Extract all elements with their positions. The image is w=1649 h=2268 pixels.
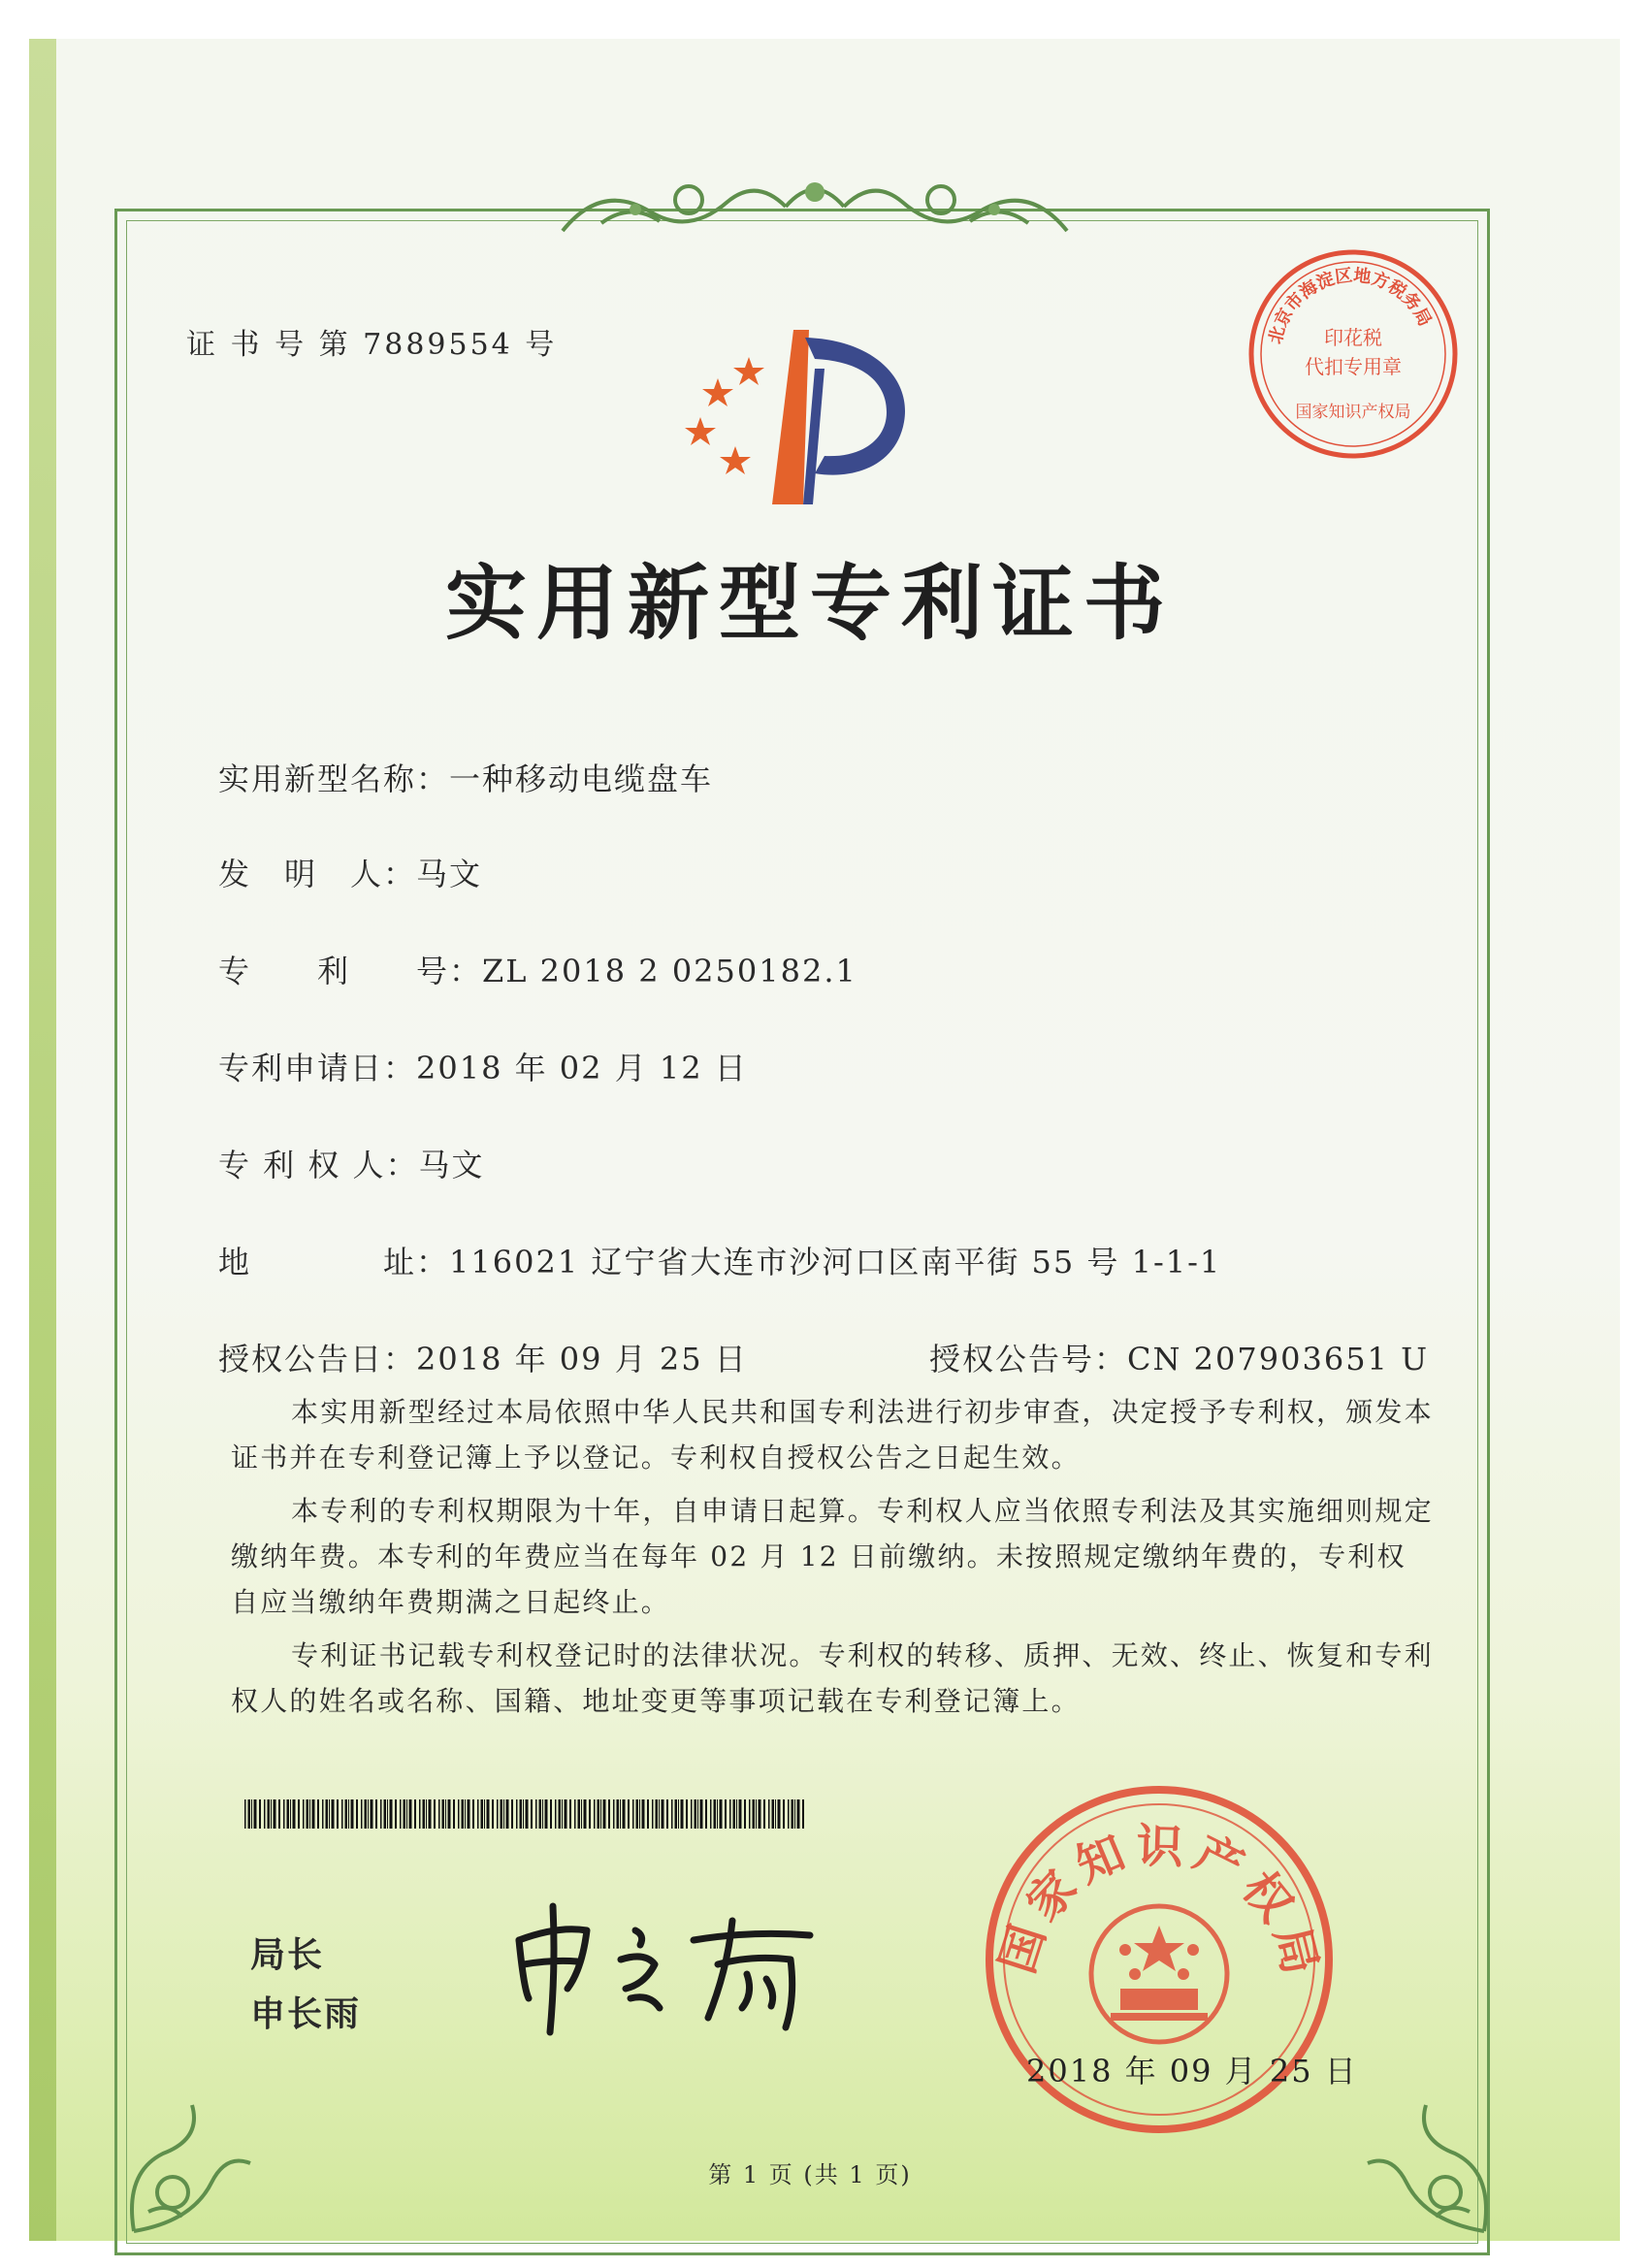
barcode-bar	[666, 1799, 668, 1829]
barcode-bar	[686, 1799, 688, 1829]
barcode-bar	[283, 1799, 285, 1829]
top-floral-ornament-icon	[543, 163, 1086, 250]
barcode-bar	[656, 1799, 659, 1829]
tax-stamp-bottom-text: 国家知识产权局	[1295, 403, 1411, 422]
barcode-bar	[652, 1799, 654, 1829]
barcode-bar	[775, 1799, 776, 1829]
barcode-bar	[268, 1799, 271, 1829]
barcode-bar	[395, 1799, 397, 1829]
barcode-bar	[744, 1799, 746, 1829]
barcode-bar	[371, 1799, 373, 1829]
barcode-bar	[783, 1799, 785, 1829]
barcode-bar	[647, 1799, 649, 1829]
barcode-bar	[792, 1799, 794, 1829]
barcode-bar	[555, 1799, 557, 1829]
national-emblem-icon	[1091, 1906, 1227, 2042]
barcode-bar	[497, 1799, 499, 1829]
barcode-bar	[368, 1799, 369, 1829]
barcode-bar	[484, 1799, 485, 1829]
field-value: 一种移动电缆盘车	[449, 761, 714, 797]
barcode-bar	[423, 1799, 426, 1829]
barcode-bar	[603, 1799, 606, 1829]
tax-stamp-line2: 代扣专用章	[1305, 355, 1402, 378]
bottom-right-corner-ornament-icon	[1358, 2066, 1504, 2241]
barcode-bar	[248, 1799, 251, 1829]
issue-date: 2018 年 09 月 25 日	[1026, 2053, 1358, 2090]
barcode-bar	[264, 1799, 266, 1829]
barcode-bar	[317, 1799, 319, 1829]
certificate-title: 实用新型专利证书	[444, 555, 1175, 651]
barcode-bar	[409, 1799, 412, 1829]
barcode-bar	[254, 1799, 257, 1829]
barcode-bar	[749, 1799, 751, 1829]
barcode-bar	[562, 1799, 563, 1829]
field-value: 马文	[418, 1147, 485, 1183]
barcode-bar	[695, 1799, 697, 1829]
barcode-bar	[406, 1799, 407, 1829]
barcode-bar	[628, 1799, 630, 1829]
barcode-bar	[675, 1799, 678, 1829]
barcode-bar	[365, 1799, 368, 1829]
barcode-bar	[581, 1799, 582, 1829]
field-label: 地 址：	[218, 1244, 450, 1280]
barcode-bar	[608, 1799, 610, 1829]
barcode-bar	[434, 1799, 436, 1829]
barcode-bar	[351, 1799, 354, 1829]
barcode-bar	[542, 1799, 543, 1829]
barcode-bar	[448, 1799, 451, 1829]
barcode-bar	[361, 1799, 363, 1829]
barcode-bar	[337, 1799, 339, 1829]
barcode-bar	[278, 1799, 280, 1829]
field-label: 发 明 人：	[218, 856, 417, 892]
barcode-bar	[506, 1799, 509, 1829]
barcode-bar	[559, 1799, 562, 1829]
barcode-bar	[404, 1799, 406, 1829]
field-label: 授权公告日：	[218, 1341, 417, 1377]
barcode-bar	[632, 1799, 634, 1829]
barcode-bar	[725, 1799, 727, 1829]
barcode-bar	[400, 1799, 402, 1829]
barcode-bar	[788, 1799, 790, 1829]
barcode-bar	[526, 1799, 529, 1829]
barcode-bar	[329, 1799, 330, 1829]
barcode-bar	[307, 1799, 309, 1829]
barcode-bar	[462, 1799, 465, 1829]
barcode-bar	[341, 1799, 343, 1829]
barcode-bar	[733, 1799, 736, 1829]
barcode-bar	[458, 1799, 460, 1829]
barcode-bar	[613, 1799, 615, 1829]
barcode-bar	[390, 1799, 393, 1829]
field-application-date	[218, 1044, 748, 1088]
barcode-bar	[492, 1799, 494, 1829]
barcode-bar	[501, 1799, 503, 1829]
barcode-bar	[477, 1799, 479, 1829]
barcode-bar	[414, 1799, 416, 1829]
barcode-bar	[691, 1799, 693, 1829]
barcode-bar	[287, 1799, 290, 1829]
certificate-number: 证 书 号 第 7889554 号	[186, 328, 558, 362]
barcode-bar	[772, 1799, 775, 1829]
tax-stamp-seal	[1242, 243, 1465, 466]
barcode-bar	[375, 1799, 377, 1829]
sipo-star-logo-icon	[679, 310, 931, 504]
barcode-bar	[274, 1799, 276, 1829]
barcode-bar	[259, 1799, 261, 1829]
barcode-bar	[539, 1799, 542, 1829]
barcode-bar	[465, 1799, 466, 1829]
tax-stamp-outer-text: 北京市海淀区地方税务局	[1265, 265, 1436, 346]
barcode-bar	[797, 1799, 800, 1829]
body-paragraph-1: 本实用新型经过本局依照中华人民共和国专利法进行初步审查，决定授予专利权，颁发本证书并在专利登记簿上予以登记。专利权自授权公告之日起生效。	[231, 1396, 1434, 1474]
field-address	[218, 1238, 1221, 1282]
field-value: CN 207903651 U	[1127, 1341, 1430, 1377]
barcode-bar	[550, 1799, 552, 1829]
barcode-bar	[271, 1799, 272, 1829]
scan-edge-strip	[29, 39, 56, 2241]
barcode-bar	[503, 1799, 504, 1829]
barcode-bar	[384, 1799, 387, 1829]
barcode-bar	[598, 1799, 600, 1829]
body-paragraph-2: 本专利的专利权期限为十年，自申请日起算。专利权人应当依照专利法及其实施细则规定缴纳年费。本专利的年费应当在每年 02 月 12 日前缴纳。未按照规定缴纳年费的，专利权自应当缴纳年费期满之日起终止。	[231, 1495, 1434, 1618]
field-label: 专 利 权 人：	[218, 1147, 419, 1183]
barcode-bar	[429, 1799, 432, 1829]
barcode-bar	[442, 1799, 445, 1829]
barcode-bar	[759, 1799, 761, 1829]
field-label: 实用新型名称：	[218, 761, 450, 797]
barcode-bar	[298, 1799, 300, 1829]
barcode-bar	[312, 1799, 315, 1829]
bottom-left-corner-ornament-icon	[114, 2066, 260, 2241]
field-label: 授权公告号：	[929, 1341, 1128, 1377]
barcode-bar	[472, 1799, 474, 1829]
barcode-bar	[356, 1799, 358, 1829]
director-title: 局长	[250, 1935, 325, 1975]
barcode-bar	[487, 1799, 490, 1829]
handwritten-signature	[500, 1892, 849, 2037]
barcode-bar	[303, 1799, 305, 1829]
field-patent-number	[218, 947, 857, 991]
barcode-bar	[729, 1799, 731, 1829]
barcode-bar	[778, 1799, 781, 1829]
director-name: 申长雨	[250, 1994, 362, 2034]
barcode-bar	[642, 1799, 645, 1829]
barcode-bar	[293, 1799, 296, 1829]
barcode-bar	[426, 1799, 427, 1829]
barcode-bar	[468, 1799, 470, 1829]
barcode-bar	[671, 1799, 673, 1829]
field-inventor	[218, 850, 482, 894]
field-value: 2018 年 02 月 12 日	[416, 1050, 748, 1086]
barcode-bar	[380, 1799, 382, 1829]
barcode-bar	[453, 1799, 455, 1829]
barcode-bar	[569, 1799, 571, 1829]
field-value: 马文	[416, 856, 483, 892]
barcode-bar	[620, 1799, 621, 1829]
barcode-bar	[589, 1799, 591, 1829]
barcode-bar	[309, 1799, 310, 1829]
barcode-bar	[516, 1799, 518, 1829]
barcode-bar	[802, 1799, 804, 1829]
barcode-bar	[639, 1799, 640, 1829]
barcode-bar	[714, 1799, 717, 1829]
barcode-bar	[717, 1799, 718, 1829]
barcode-bar	[662, 1799, 664, 1829]
barcode-bar	[678, 1799, 679, 1829]
field-value: ZL 2018 2 0250182.1	[482, 953, 857, 989]
barcode-bar	[387, 1799, 388, 1829]
field-value: 116021 辽宁省大连市沙河口区南平街 55 号 1-1-1	[449, 1244, 1222, 1280]
barcode-bar	[739, 1799, 742, 1829]
field-patentee	[218, 1141, 485, 1185]
barcode-bar	[763, 1799, 765, 1829]
barcode-bar	[244, 1799, 246, 1829]
barcode-bar	[345, 1799, 348, 1829]
barcode-bar	[584, 1799, 587, 1829]
barcode-bar	[594, 1799, 596, 1829]
barcode-bar	[697, 1799, 698, 1829]
barcode-bar	[535, 1799, 537, 1829]
barcode-bar	[322, 1799, 324, 1829]
body-paragraph-3: 专利证书记载专利权登记时的法律状况。专利权的转移、质押、无效、终止、恢复和专利权人的姓名或名称、国籍、地址变更等事项记载在专利登记簿上。	[231, 1639, 1434, 1717]
field-label: 专利申请日：	[218, 1050, 417, 1086]
barcode-bar	[511, 1799, 513, 1829]
barcode-bar	[531, 1799, 533, 1829]
field-grant-date	[218, 1335, 748, 1379]
barcode-bar	[617, 1799, 620, 1829]
barcode-bar	[438, 1799, 440, 1829]
barcode-bar	[565, 1799, 567, 1829]
barcode-bar	[600, 1799, 601, 1829]
barcode-bar	[705, 1799, 707, 1829]
barcode-bar	[574, 1799, 576, 1829]
sipo-seal-text: 国家知识产权局	[989, 1819, 1330, 1988]
barcode-bar	[768, 1799, 770, 1829]
barcode-bar	[545, 1799, 548, 1829]
barcode-bar	[623, 1799, 626, 1829]
barcode-bar	[681, 1799, 684, 1829]
barcode-bar	[290, 1799, 291, 1829]
barcode-bar	[794, 1799, 795, 1829]
field-value: 2018 年 09 月 25 日	[416, 1341, 748, 1377]
tax-stamp-line1: 印花税	[1324, 326, 1382, 349]
barcode-bar	[326, 1799, 329, 1829]
barcode-bar	[520, 1799, 523, 1829]
barcode-bar	[700, 1799, 703, 1829]
barcode-bar	[736, 1799, 737, 1829]
page-number: 第 1 页 (共 1 页)	[708, 2161, 912, 2188]
barcode-bar	[578, 1799, 581, 1829]
barcode-bar	[251, 1799, 252, 1829]
barcode-bar	[753, 1799, 756, 1829]
barcode-bar	[332, 1799, 335, 1829]
barcode-bar	[720, 1799, 723, 1829]
field-label: 专 利 号：	[218, 953, 483, 989]
barcode-bar	[481, 1799, 484, 1829]
field-publication-number	[929, 1335, 1429, 1379]
barcode-bar	[636, 1799, 639, 1829]
barcode-bar	[445, 1799, 446, 1829]
barcode-bar	[756, 1799, 757, 1829]
barcode-bar	[419, 1799, 421, 1829]
barcode-bar	[523, 1799, 524, 1829]
barcode-bar	[710, 1799, 712, 1829]
barcode-bar	[348, 1799, 349, 1829]
barcode	[244, 1799, 807, 1829]
barcode-bar	[659, 1799, 660, 1829]
field-utility-model-name	[218, 755, 713, 799]
